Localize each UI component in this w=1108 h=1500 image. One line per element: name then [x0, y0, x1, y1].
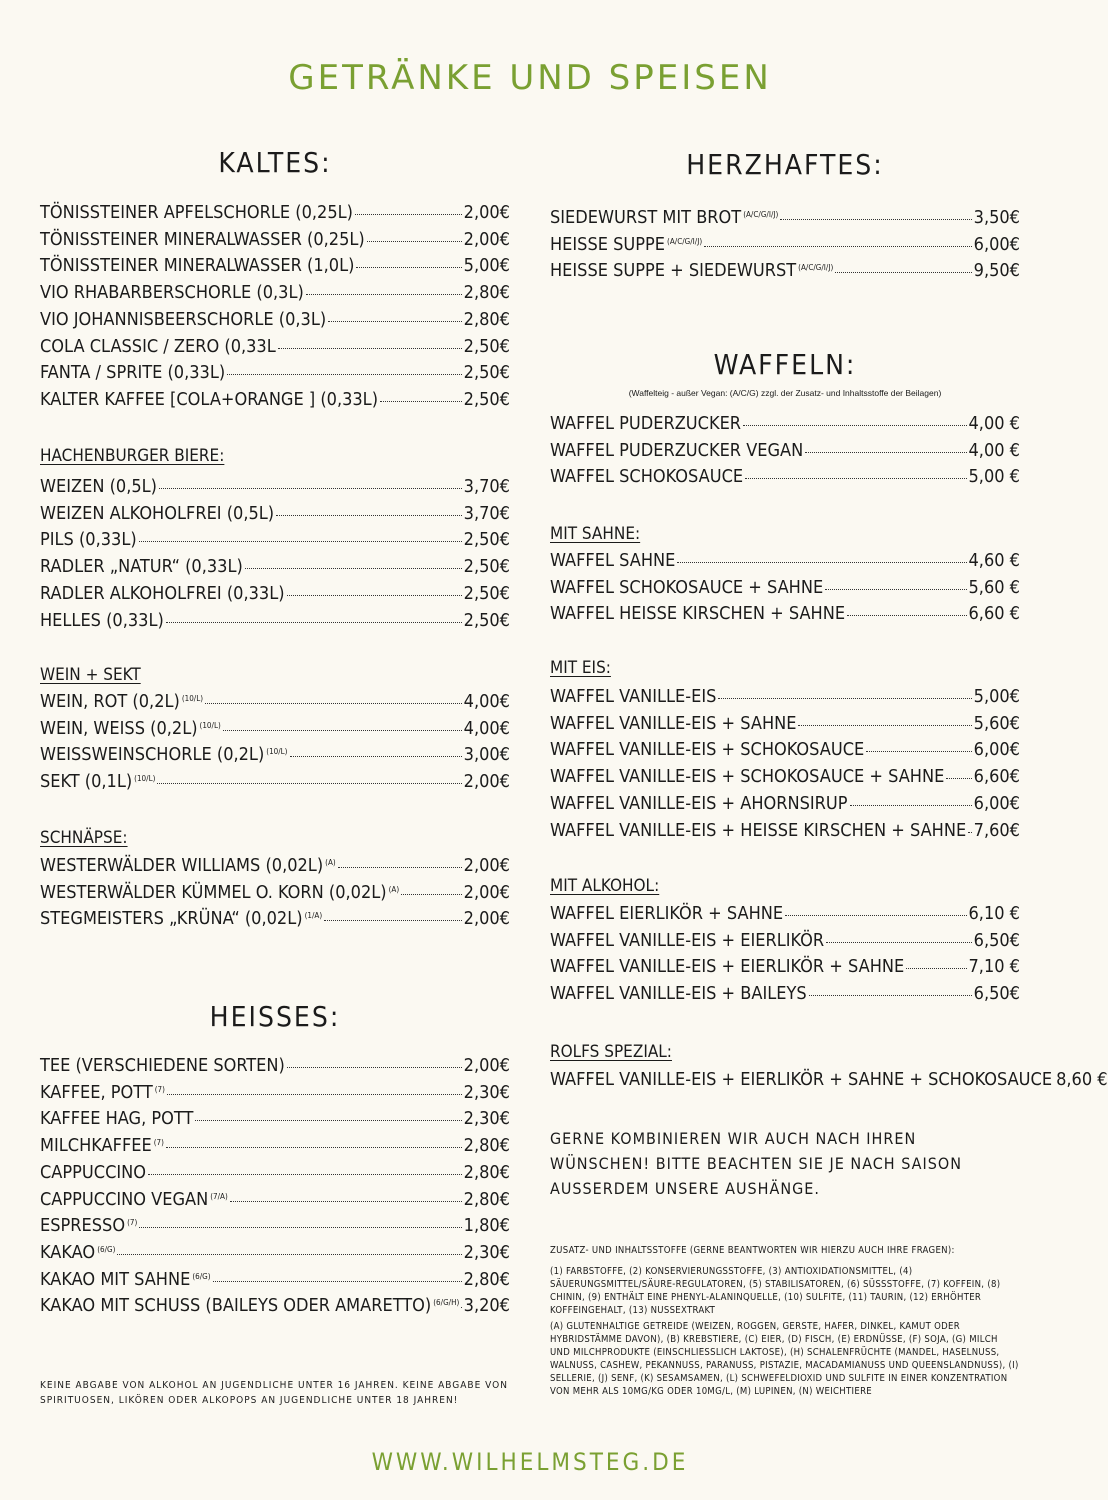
allergen-code: (7): [127, 1218, 138, 1228]
section-heading-herzhaftes: HERZHAFTES:: [686, 148, 884, 181]
dot-leader: [157, 782, 461, 784]
dot-leader: [166, 1146, 462, 1148]
dot-leader: [287, 594, 462, 596]
menu-item-name-text: RADLER „NATUR“ (0,33L): [40, 556, 243, 578]
allergen-code: (10/L): [199, 720, 221, 730]
section-heading-waffeln: WAFFELN:: [713, 348, 857, 381]
menu-item-name-text: CAPPUCCINO: [40, 1161, 147, 1183]
zusatz-list-allergens: (A) GLUTENHALTIGE GETREIDE (WEIZEN, ROGGEN, GERSTE, HAFER, DINKEL, KAMUT ODER HYBRIDSTÄMME DAVON), (B) KREBSTIERE, (C) EIER, (D) FISCH, (E) ERDNÜSSE, (F) SOJA, (G) MILCH UND MILCHPRODUKTE (EINSCHLIESSLICH LAKTOSE), (H) SCHALENFRÜCHTE (MANDEL, HASELNUSS, WALNUSS, CASHEW, PEKANNUSS, PARANUSS, PISTAZIE, MACADAMIANUSS UND QUEENSLANDNUSS), (I) SELLERIE, (J) SENF, (K) SESAMSAMEN, (L) SCHWEFELDIOXID UND SULFITE IN EINER KONZENTRATION VON MEHR ALS 10MG/KG ODER 10MG/L, (M) LUPINEN, (N) WEICHTIERE: [550, 1321, 1019, 1397]
menu-item: [40, 1269, 510, 1290]
menu-item: [550, 713, 1020, 734]
menu-item: [40, 282, 510, 303]
dot-leader: [906, 967, 966, 969]
dot-leader: [205, 702, 462, 704]
dot-leader: [825, 588, 966, 590]
menu-item-price: 3,00€: [463, 744, 510, 766]
menu-item-name: [40, 718, 221, 739]
menu-item-price: 5,00€: [973, 686, 1020, 707]
menu-item-name: [40, 1055, 285, 1076]
menu-item-name: [40, 503, 274, 524]
menu-item: [550, 413, 1020, 434]
dot-leader: [850, 804, 972, 806]
menu-item-name-text: WEIN, WEISS (0,2L): [40, 717, 198, 739]
menu-item-name-text: KAKAO MIT SAHNE: [40, 1268, 191, 1290]
menu-item: [550, 766, 1020, 787]
menu-item: [40, 202, 510, 223]
menu-item-name-text: PILS (0,33L): [40, 529, 137, 551]
menu-item-name: [40, 1242, 115, 1263]
menu-item-price: 2,00€: [463, 771, 510, 793]
menu-item-name: [40, 882, 399, 903]
menu-item-name-text: ESPRESSO: [40, 1215, 126, 1237]
menu-item-name-text: WAFFEL SAHNE: [550, 550, 676, 571]
dot-leader: [306, 293, 462, 295]
menu-item: [40, 583, 510, 604]
menu-item-name: [40, 255, 354, 276]
menu-item: [40, 1189, 510, 1210]
menu-item-price: 6,60 €: [968, 603, 1020, 625]
dot-leader: [167, 1093, 462, 1095]
menu-item-name: [40, 610, 164, 631]
menu-item: [40, 1295, 510, 1316]
menu-item-price: 5,00€: [463, 255, 510, 277]
menu-item-name: [40, 583, 285, 604]
menu-item-price: 6,00€: [973, 792, 1020, 814]
menu-item-name-text: WAFFEL PUDERZUCKER VEGAN: [550, 439, 804, 461]
dot-leader: [356, 266, 461, 268]
dot-leader: [324, 919, 462, 921]
allergen-code: (7): [153, 1138, 164, 1148]
menu-item: [550, 1069, 1108, 1090]
menu-item-name-text: WAFFEL VANILLE-EIS + HEISSE KIRSCHEN + SAHNE: [550, 819, 967, 841]
dot-leader: [780, 218, 971, 220]
dot-leader: [223, 729, 462, 731]
menu-item: [40, 691, 510, 712]
menu-item-name-text: TÖNISSTEINER MINERALWASSER (1,0L): [40, 255, 355, 277]
dot-leader: [826, 941, 971, 943]
menu-item: [40, 229, 510, 250]
menu-item-name: [40, 309, 326, 330]
allergen-code: (6/G): [97, 1244, 116, 1254]
menu-item: [40, 336, 510, 357]
menu-item-name-text: WAFFEL SCHOKOSAUCE: [550, 466, 744, 488]
menu-item-name: [550, 713, 796, 734]
menu-item: [550, 983, 1020, 1004]
dot-leader: [139, 1226, 461, 1228]
menu-item-name-text: WEIZEN ALKOHOLFREI (0,5L): [40, 502, 275, 524]
dot-leader: [847, 614, 966, 616]
menu-item-name: [550, 766, 944, 787]
allergen-code: (6/G): [192, 1271, 211, 1281]
menu-item-price: 6,50€: [973, 983, 1020, 1005]
menu-item-price: 2,00€: [463, 202, 510, 223]
menu-item-name-text: KALTER KAFFEE [COLA+ORANGE ] (0,33L): [40, 388, 379, 410]
website-link[interactable]: WWW.WILHELMSTEG.DE: [371, 1448, 689, 1476]
menu-item-name: [40, 744, 288, 765]
menu-item-price: 2,30€: [463, 1081, 510, 1103]
menu-item-name: [40, 336, 276, 357]
section-heading-sahne: MIT SAHNE:: [550, 524, 641, 544]
menu-item-name: [40, 1189, 228, 1210]
menu-item: [550, 550, 1020, 571]
menu-item-price: 6,00€: [973, 233, 1020, 255]
allergen-code: (A/C/G/I/J): [743, 210, 779, 219]
menu-item: [40, 1082, 510, 1103]
menu-item: [40, 1242, 510, 1263]
menu-item-price: 2,80€: [463, 1161, 510, 1183]
menu-item: [40, 882, 510, 903]
dot-leader: [227, 373, 461, 375]
menu-item-name: [550, 983, 807, 1004]
menu-item: [550, 207, 1020, 228]
allergen-code: (1/A): [304, 911, 323, 921]
menu-item: [40, 855, 510, 876]
menu-item-name: [550, 466, 743, 487]
menu-item-price: 2,00€: [463, 881, 510, 903]
allergen-code: (A): [388, 884, 400, 894]
menu-item: [40, 362, 510, 383]
menu-item-price: 2,30€: [463, 1241, 510, 1263]
menu-item-price: 2,80€: [463, 1135, 510, 1157]
menu-item-price: 2,50€: [463, 609, 510, 631]
allergen-code: (10/L): [134, 774, 156, 784]
menu-item-name-text: RADLER ALKOHOLFREI (0,33L): [40, 582, 285, 604]
dot-leader: [338, 866, 462, 868]
menu-item: [550, 930, 1020, 951]
menu-item-name-text: TÖNISSTEINER MINERALWASSER (0,25L): [40, 228, 365, 250]
menu-item: [550, 440, 1020, 461]
menu-item-name: [550, 739, 864, 760]
dot-leader: [798, 724, 971, 726]
menu-item-price: 6,60€: [973, 766, 1020, 788]
menu-item-name-text: KAFFEE, POTT: [40, 1081, 153, 1103]
dot-leader: [946, 777, 971, 779]
menu-item-price: 2,50€: [463, 529, 510, 551]
menu-item-name: [40, 1135, 164, 1156]
dot-leader: [401, 893, 462, 895]
menu-item-price: 4,00 €: [968, 413, 1020, 434]
dot-leader: [245, 567, 462, 569]
menu-item-name-text: VIO RHABARBERSCHORLE (0,3L): [40, 282, 304, 304]
menu-item-name-text: HEISSE SUPPE + SIEDEWURST: [550, 260, 797, 282]
menu-item: [40, 389, 510, 410]
menu-item-name: [40, 691, 203, 712]
dot-leader: [380, 400, 462, 402]
menu-item-price: 2,00€: [463, 855, 510, 876]
menu-item-price: 2,80€: [463, 308, 510, 330]
menu-item-name: [550, 820, 966, 841]
menu-item-name: [40, 476, 157, 497]
menu-item-name: [550, 207, 778, 228]
menu-item-price: 5,60€: [973, 712, 1020, 734]
menu-item-name: [40, 908, 322, 929]
menu-item-price: 3,50€: [973, 207, 1020, 228]
menu-item-name-text: SEKT (0,1L): [40, 771, 133, 793]
menu-item-price: 2,00€: [463, 1055, 510, 1076]
menu-item-price: 2,00€: [463, 908, 510, 930]
menu-item: [40, 718, 510, 739]
menu-item-price: 2,50€: [463, 582, 510, 604]
menu-item-price: 2,50€: [463, 335, 510, 357]
menu-item: [40, 556, 510, 577]
menu-item-price: 4,00€: [463, 717, 510, 739]
menu-item-name: [550, 793, 848, 814]
menu-item-name: [550, 903, 783, 924]
menu-item-name: [40, 771, 155, 792]
menu-item-price: 5,60 €: [968, 576, 1020, 598]
menu-item-name: [550, 686, 716, 707]
menu-item-price: 6,00€: [973, 739, 1020, 761]
menu-item-name-text: VIO JOHANNISBEERSCHORLE (0,3L): [40, 308, 327, 330]
menu-item-name: [550, 956, 904, 977]
menu-item-price: 2,30€: [463, 1108, 510, 1130]
menu-item-name: [550, 440, 803, 461]
menu-item-price: 4,00€: [463, 691, 510, 712]
dot-leader: [785, 914, 966, 916]
menu-item-price: 3,70€: [463, 476, 510, 497]
menu-item-name: [550, 260, 833, 281]
dot-leader: [355, 213, 462, 215]
menu-item: [40, 1215, 510, 1236]
menu-item: [40, 503, 510, 524]
menu-item: [40, 771, 510, 792]
menu-item-price: 6,50€: [973, 929, 1020, 951]
menu-item-name-text: WAFFEL HEISSE KIRSCHEN + SAHNE: [550, 603, 846, 625]
allergen-code: (A/C/G/I/J): [798, 263, 834, 273]
menu-item: [550, 603, 1020, 624]
menu-item-name-text: WESTERWÄLDER KÜMMEL O. KORN (0,02L): [40, 881, 387, 903]
dot-leader: [835, 271, 971, 273]
dot-leader: [166, 621, 462, 623]
menu-item-name: [40, 229, 365, 250]
section-heading-heisses: HEISSES:: [209, 1000, 341, 1033]
menu-item: [550, 739, 1020, 760]
menu-item-price: 2,00€: [463, 228, 510, 250]
allergen-code: (10/L): [266, 747, 288, 757]
menu-item-name: [40, 202, 353, 223]
allergen-code: (6/G/H): [433, 1298, 460, 1308]
menu-item-price: 3,70€: [463, 502, 510, 524]
menu-item-name: [40, 1108, 193, 1129]
dot-leader: [213, 1280, 462, 1282]
dot-leader: [866, 750, 971, 752]
allergen-code: (A/C/G/I/J): [667, 236, 703, 246]
menu-item: [40, 1055, 510, 1076]
menu-item-name-text: WAFFEL SCHOKOSAUCE + SAHNE: [550, 576, 824, 598]
menu-item-price: 3,20€: [463, 1295, 510, 1317]
dot-leader: [148, 1173, 462, 1175]
allergen-code: (7/A): [210, 1191, 228, 1201]
menu-item-name: [40, 1162, 146, 1183]
menu-item-name: [40, 1215, 137, 1236]
menu-item-name-text: WAFFEL PUDERZUCKER: [550, 413, 742, 434]
menu-item: [40, 1135, 510, 1156]
menu-item-price: 7,60€: [973, 819, 1020, 841]
menu-item-name: [550, 577, 823, 598]
dot-leader: [139, 540, 462, 542]
dot-leader: [968, 831, 971, 833]
dot-leader: [677, 561, 966, 563]
waffeln-note: (Waffelteig - außer Vegan: (A/C/G) zzgl. der Zusatz- und Inhaltsstoffe der Beilagen): [628, 388, 942, 398]
dot-leader: [117, 1253, 461, 1255]
menu-item-name-text: HELLES (0,33L): [40, 609, 164, 631]
menu-item-name-text: MILCHKAFFEE: [40, 1135, 152, 1157]
menu-item-name-text: WAFFEL EIERLIKÖR + SAHNE: [550, 903, 784, 924]
menu-item: [40, 529, 510, 550]
menu-item: [40, 1108, 510, 1129]
menu-item-price: 8,60 €: [1056, 1069, 1108, 1090]
menu-item-name: [40, 556, 243, 577]
menu-item-name-text: FANTA / SPRITE (0,33L): [40, 362, 226, 384]
menu-item: [550, 903, 1020, 924]
section-heading-biere: HACHENBURGER BIERE:: [40, 446, 225, 466]
menu-item-price: 7,10 €: [968, 956, 1020, 978]
menu-item: [40, 309, 510, 330]
menu-item-name: [40, 855, 336, 876]
menu-item-name-text: KAKAO: [40, 1241, 96, 1263]
dot-leader: [718, 697, 971, 699]
menu-item-name-text: WAFFEL VANILLE-EIS + AHORNSIRUP: [550, 792, 848, 814]
menu-item: [550, 956, 1020, 977]
menu-item-name-text: TEE (VERSCHIEDENE SORTEN): [40, 1055, 285, 1076]
dot-leader: [704, 245, 972, 247]
menu-item-name: [550, 413, 741, 434]
allergen-code: (7): [154, 1084, 165, 1094]
jugendschutz-note: KEINE ABGABE VON ALKOHOL AN JUGENDLICHE UNTER 16 JAHREN. KEINE ABGABE VON SPIRITUOSEN, LIKÖREN ODER ALKOPOPS AN JUGENDLICHE UNTER 18 JAHREN!: [40, 1380, 508, 1406]
menu-item: [550, 577, 1020, 598]
menu-item-name: [40, 1082, 165, 1103]
menu-item: [550, 260, 1020, 281]
menu-item-name-text: STEGMEISTERS „KRÜNA“ (0,02L): [40, 908, 303, 930]
wishes-text: GERNE KOMBINIEREN WIR AUCH NACH IHREN WÜNSCHEN! BITTE BEACHTEN SIE JE NACH SAISON AUSSERDEM UNSERE AUSHÄNGE.: [550, 1129, 962, 1198]
menu-item-price: 2,50€: [463, 556, 510, 578]
dot-leader: [745, 477, 966, 479]
section-heading-eis: MIT EIS:: [550, 658, 611, 678]
zusatz-list-numbers: (1) FARBSTOFFE, (2) KONSERVIERUNGSSTOFFE, (3) ANTIOXIDATIONSMITTEL, (4) SÄUERUNGSMITTEL/SÄURE-REGULATOREN, (5) STABILISATOREN, (6) SÜSSSTOFFE, (7) KOFFEIN, (8) CHININ, (9) ENTHÄLT EINE PHENYL-ALANINQUELLE, (10) SULFITE, (11) TAURIN, (12) ERHÖHTER KOFFEINGEHALT, (13) NUSSEXTRAKT: [550, 1266, 1001, 1316]
menu-item-name-text: WAFFEL VANILLE-EIS + EIERLIKÖR: [550, 929, 825, 951]
menu-item-name: [40, 1269, 211, 1290]
menu-item: [40, 610, 510, 631]
menu-item-price: 9,50€: [973, 260, 1020, 282]
menu-item: [40, 476, 510, 497]
menu-item: [550, 466, 1020, 487]
menu-item-name-text: HEISSE SUPPE: [550, 233, 666, 255]
menu-item-price: 2,50€: [463, 362, 510, 384]
menu-item-price: 4,60 €: [968, 550, 1020, 571]
dot-leader: [195, 1119, 461, 1121]
menu-item: [550, 820, 1020, 841]
menu-item-price: 4,00 €: [968, 439, 1020, 461]
dot-leader: [743, 424, 966, 426]
dot-leader: [276, 514, 462, 516]
dot-leader: [328, 320, 461, 322]
allergen-code: (A): [325, 858, 336, 867]
dot-leader: [805, 451, 966, 453]
menu-item-name-text: WESTERWÄLDER WILLIAMS (0,02L): [40, 855, 324, 876]
zusatz-heading: ZUSATZ- UND INHALTSSTOFFE (GERNE BEANTWORTEN WIR HIERZU AUCH IHRE FRAGEN):: [550, 1245, 955, 1256]
section-heading-schnaepse: SCHNÄPSE:: [40, 828, 128, 848]
menu-item-name-text: KAFFEE HAG, POTT: [40, 1108, 194, 1130]
section-heading-rolfs: ROLFS SPEZIAL:: [550, 1042, 672, 1062]
menu-item-name-text: KAKAO MIT SCHUSS (BAILEYS ODER AMARETTO): [40, 1295, 432, 1317]
menu-item: [40, 744, 510, 765]
menu-item-price: 5,00 €: [968, 466, 1020, 488]
menu-item-name-text: WAFFEL VANILLE-EIS + SCHOKOSAUCE: [550, 739, 865, 761]
menu-item-name-text: CAPPUCCINO VEGAN: [40, 1188, 209, 1210]
menu-item-name-text: WAFFEL VANILLE-EIS + EIERLIKÖR + SAHNE + SCHOKOSAUCE: [550, 1069, 1053, 1090]
menu-item: [550, 686, 1020, 707]
menu-item-name: [40, 362, 225, 383]
menu-item-name: [40, 389, 378, 410]
allergen-code: (10/L): [181, 694, 204, 703]
dot-leader: [278, 347, 462, 349]
menu-item-name: [550, 234, 702, 255]
section-heading-alkohol: MIT ALKOHOL:: [550, 876, 660, 896]
menu-item-name: [40, 529, 137, 550]
menu-item-name-text: WAFFEL VANILLE-EIS: [550, 686, 717, 707]
section-heading-kaltes: KALTES:: [218, 146, 332, 179]
dot-leader: [290, 755, 462, 757]
menu-item-name-text: SIEDEWURST MIT BROT: [550, 207, 742, 228]
menu-item-name-text: COLA CLASSIC / ZERO (0,33L: [40, 335, 276, 357]
menu-item: [40, 908, 510, 929]
menu-item-price: 2,80€: [463, 1268, 510, 1290]
menu-item-price: 1,80€: [463, 1215, 510, 1237]
menu-item-name-text: TÖNISSTEINER APFELSCHORLE (0,25L): [40, 202, 353, 223]
menu-item-name: [550, 930, 824, 951]
menu-item-name-text: WAFFEL VANILLE-EIS + SCHOKOSAUCE + SAHNE: [550, 766, 945, 788]
section-heading-wein: WEIN + SEKT: [40, 665, 141, 685]
dot-leader: [367, 240, 462, 242]
menu-item: [40, 255, 510, 276]
menu-item-price: 2,80€: [463, 1188, 510, 1210]
dot-leader: [159, 487, 462, 489]
menu-item-name-text: WAFFEL VANILLE-EIS + SAHNE: [550, 712, 797, 734]
menu-item-price: 6,10 €: [968, 903, 1020, 924]
menu-item-name: [550, 603, 845, 624]
menu-item: [40, 1162, 510, 1183]
dot-leader: [287, 1066, 462, 1068]
dot-leader: [230, 1200, 462, 1202]
menu-item: [550, 793, 1020, 814]
page-title: GETRÄNKE UND SPEISEN: [288, 58, 772, 98]
menu-item-price: 2,80€: [463, 282, 510, 304]
menu-item-name: [40, 1295, 459, 1316]
menu-item-price: 2,50€: [463, 388, 510, 410]
menu-item-name-text: WEIZEN (0,5L): [40, 476, 157, 497]
menu-item-name-text: WEIN, ROT (0,2L): [40, 691, 180, 712]
dot-leader: [809, 994, 972, 996]
menu-item-name: [550, 1069, 1052, 1090]
menu-item-name-text: WEISSWEINSCHORLE (0,2L): [40, 744, 265, 766]
menu-item-name: [40, 282, 304, 303]
menu-item-name-text: WAFFEL VANILLE-EIS + EIERLIKÖR + SAHNE: [550, 956, 905, 978]
menu-item: [550, 234, 1020, 255]
menu-item-name-text: WAFFEL VANILLE-EIS + BAILEYS: [550, 983, 807, 1005]
menu-item-name: [550, 550, 675, 571]
